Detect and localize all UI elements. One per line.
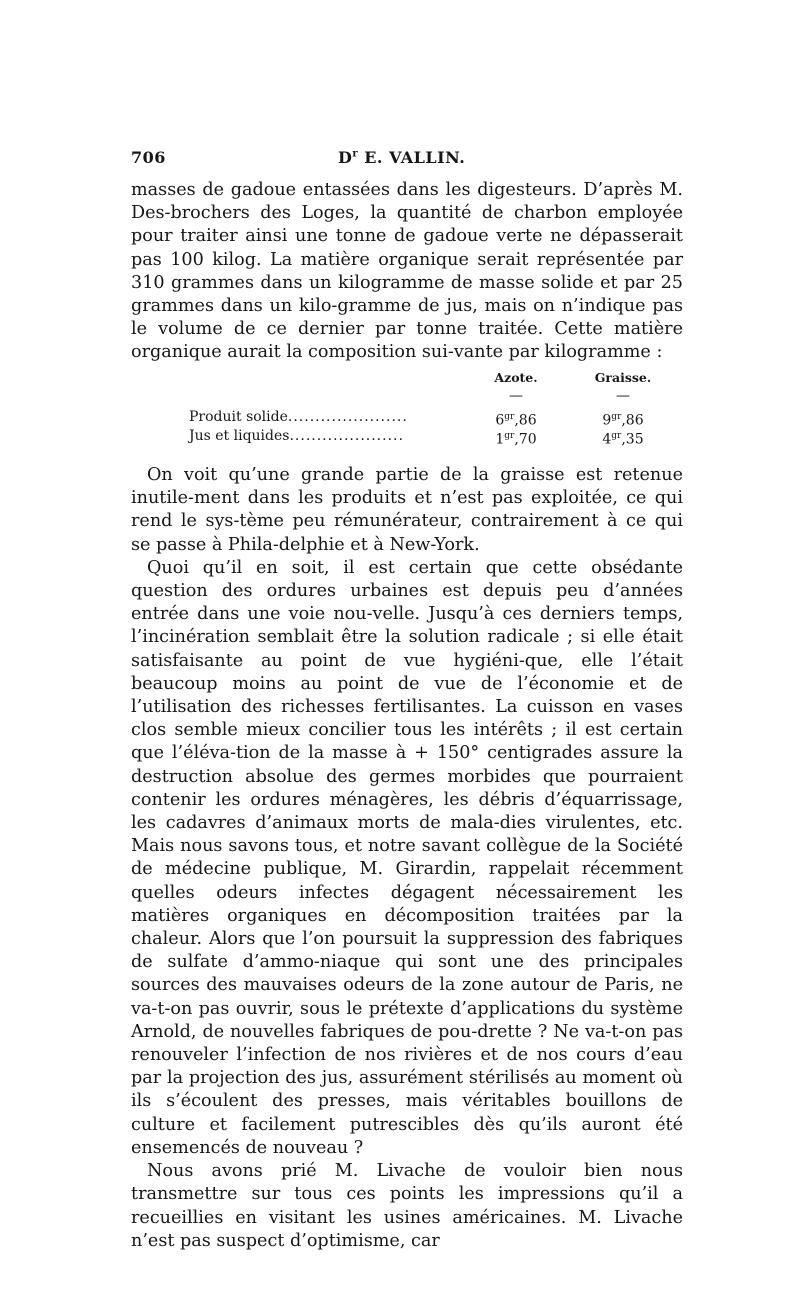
running-title <box>338 148 465 167</box>
table-row <box>131 427 683 446</box>
cell-graisse <box>588 427 658 450</box>
leader-dots: ..................... <box>289 428 404 444</box>
page-number: 706 <box>131 148 166 167</box>
author-name: E. VALLIN. <box>358 148 466 167</box>
unit-sup: gr <box>611 431 622 441</box>
cell-graisse-dec: ,35 <box>621 431 644 448</box>
row-label-text: Produit solide <box>189 409 288 425</box>
cell-graisse-int: 9 <box>602 412 612 429</box>
col-header-graisse: Graisse. <box>594 370 652 385</box>
unit-sup: gr <box>611 412 622 422</box>
author-prefix: D <box>338 148 353 167</box>
intro-block <box>131 179 683 365</box>
cell-azote-dec: ,70 <box>514 431 537 448</box>
row-label-text: Jus et liquides <box>189 428 290 444</box>
paragraph: Nous avons prié M. Livache de vouloir bien nous transmettre sur tous ces points les impressions qu’il a recueillies en visitant les usines américaines. M. Livache n’est pas suspect d’optimisme, car <box>131 1161 683 1251</box>
cell-azote-int: 6 <box>495 412 505 429</box>
unit-sup: gr <box>504 431 515 441</box>
unit-sup: gr <box>504 412 515 422</box>
table-row <box>131 408 683 427</box>
dash-graisse: — <box>616 388 630 404</box>
table-dash-row <box>131 387 683 408</box>
composition-table <box>131 368 683 446</box>
body-text <box>131 464 683 1253</box>
paragraph: On voit qu’une grande partie de la graisse est retenue inutile-ment dans les produits et n’est pas exploitée, ce qui rend le sys-tème peu rémunérateur, contrairement à ce qui se passe à Phila-delphie et à New-York. <box>131 465 683 555</box>
leader-dots: ...................... <box>287 409 408 425</box>
col-header-azote: Azote. <box>494 370 538 385</box>
cell-graisse-dec: ,86 <box>621 412 644 429</box>
intro-paragraph: masses de gadoue entassées dans les digesteurs. D’après M. Des-brochers des Loges, la quantité de charbon employée pour traiter ainsi une tonne de gadoue verte ne dépasserait pas 100 kilog. La matière organique serait représentée par 310 grammes dans un kilogramme de masse solide et par 25 grammes dans un kilo-gramme de jus, mais on n’indique pas le volume de ce dernier par tonne traitée. Cette matière organique aurait la composition sui-vante par kilogramme : <box>131 180 683 363</box>
cell-azote-int: 1 <box>495 431 505 448</box>
table-header-row <box>131 368 683 387</box>
cell-graisse-int: 4 <box>602 431 612 448</box>
paragraph: Quoi qu’il en soit, il est certain que cette obsédante question des ordures urbaines est depuis peu d’années entrée dans une voie nou-velle. Jusqu’à ces derniers temps, l’incinération semblait être la solution radicale ; si elle était satisfaisante au point de vue hygiéni-que, elle l’était beaucoup moins au point de vue de l’économie et de l’utilisation des richesses fertilisantes. La cuisson en vases clos semble mieux concilier tous les intérêts ; il est certain que l’éléva-tion de la masse à + 150° centigrades assure la destruction absolue des germes morbides que pourraient contenir les ordures ménagères, les débris d’équarrissage, les cadavres d’animaux morts de mala-dies virulentes, etc. Mais nous savons tous, et notre savant collègue de la Société de médecine publique, M. Girardin, rappelait récemment quelles odeurs infectes dégagent nécessairement les matières organiques en décomposition traitées par la chaleur. Alors que l’on poursuit la suppression des fabriques de sulfate d’ammo-niaque qui sont une des principales sources des mauvaises odeurs de la zone autour de Paris, ne va-t-on pas ouvrir, sous le prétexte d’applications du système Arnold, de nouvelles fabriques de pou-drette ? Ne va-t-on pas renouveler l’infection de nos rivières et de nos cours d’eau par la projection des jus, assurément stérilisés au moment où ils s’écoulent des presses, mais véritables bouillons de culture et facilement putrescibles dès qu’ils auront été ensemencés de nouveau ? <box>131 557 683 1158</box>
row-label <box>189 427 404 446</box>
cell-azote-dec: ,86 <box>514 412 537 429</box>
row-label <box>189 408 408 427</box>
dash-azote: — <box>509 388 523 404</box>
cell-azote <box>486 427 546 450</box>
author-prefix-sup: r <box>352 148 359 160</box>
